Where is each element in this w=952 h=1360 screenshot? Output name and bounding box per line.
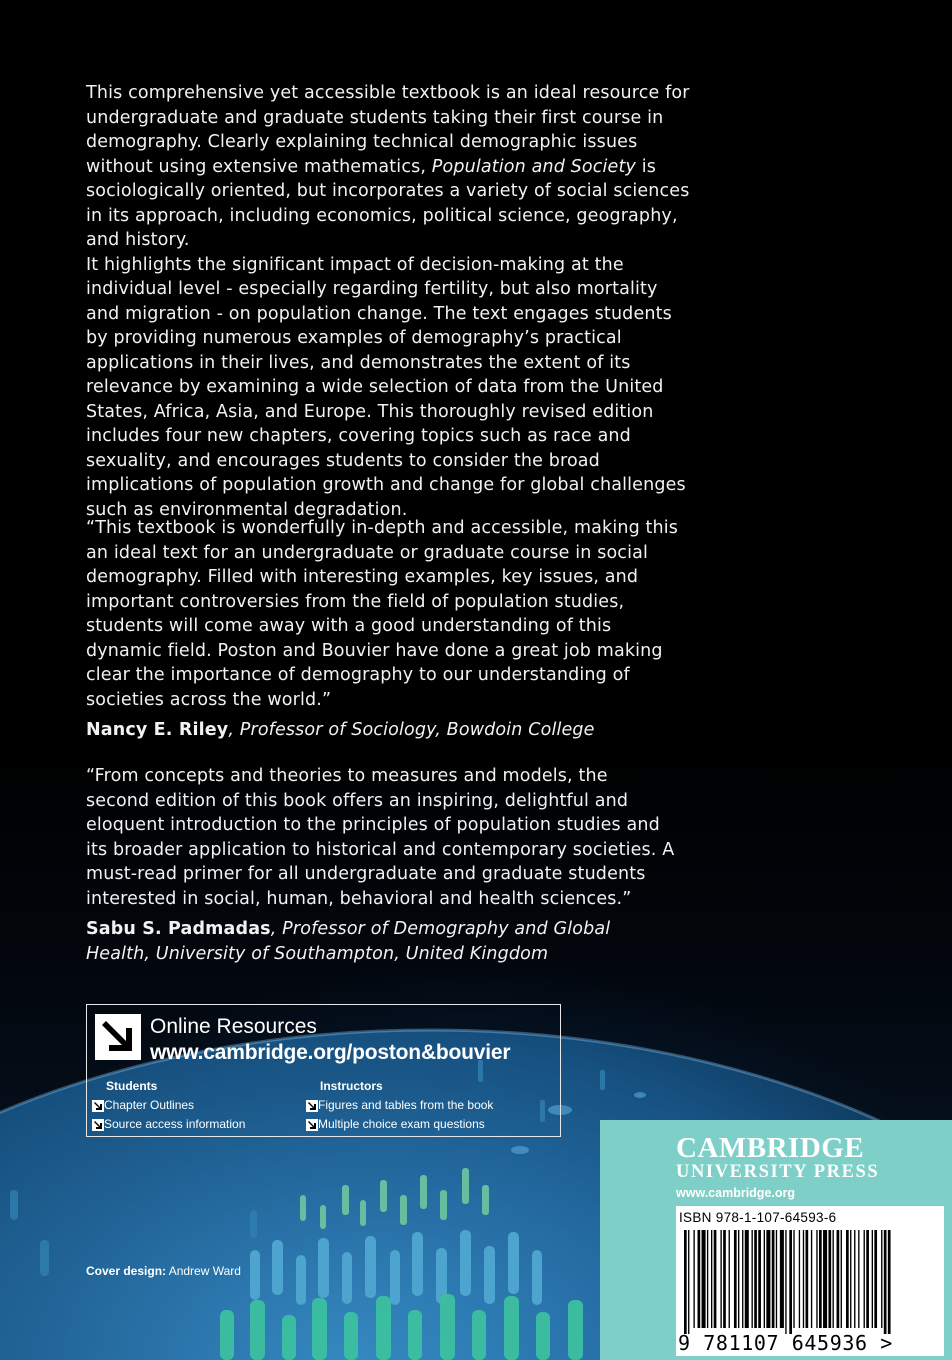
barcode-bar [714,1230,717,1328]
barcode-bar [854,1230,855,1328]
barcode-bar [823,1230,827,1328]
barcode-bar [806,1230,809,1328]
instructors-item: Multiple choice exam questions [318,1117,485,1131]
resources-title: Online Resources [150,1015,317,1038]
resources-url[interactable]: www.cambridge.org/poston&bouvier [150,1041,511,1064]
list-item [306,1115,493,1134]
barcode-bar [841,1230,842,1328]
barcode-bar [799,1230,800,1328]
barcode-bar [711,1230,712,1328]
barcode-bar [872,1230,873,1328]
barcode-bar [785,1230,786,1334]
credit-label: Cover design: [86,1264,167,1278]
barcode-bar [789,1230,792,1334]
publisher-panel [600,1120,952,1360]
barcode-block [676,1206,944,1356]
book-description [86,81,696,522]
quote-attribution [86,917,676,966]
instructors-item: Figures and tables from the book [318,1098,494,1112]
barcode-bar [846,1230,849,1328]
barcode-bar [738,1230,739,1328]
publisher-url[interactable]: www.cambridge.org [676,1186,796,1200]
arrow-down-right-icon [92,1100,104,1112]
barcode-bar [888,1230,891,1334]
endorser-title: , Professor of Sociology, Bowdoin College [228,720,595,740]
students-item: Chapter Outlines [104,1098,195,1112]
students-item: Source access information [104,1117,246,1131]
barcode-bar [811,1230,812,1328]
barcode-bar [707,1230,708,1328]
barcode-bar [803,1230,804,1328]
endorser-name: Sabu S. Padmadas [86,919,271,939]
barcode-bar [693,1230,694,1328]
barcode-bar [858,1230,859,1328]
endorsement-quote [86,516,686,743]
barcode-bar [684,1230,687,1334]
quote-text: “From concepts and theories to measures and models, the second edition of this book offers an inspiring, delightful and eloquent introduction to the principles of population studies and its broader application to historical and contemporary societies. A must-read primer for all undergraduate and graduate students interested in social, human, behavioral and health sciences.” [86,766,675,909]
arrow-down-right-icon [306,1119,318,1131]
barcode-bar [850,1230,851,1328]
endorsement-quote [86,764,676,966]
students-heading: Students [106,1079,158,1093]
barcode-bar [752,1230,753,1328]
barcode-bar [734,1230,737,1328]
arrow-down-right-icon [95,1014,141,1060]
isbn: ISBN 978-1-107-64593-6 [679,1210,837,1225]
book-title: Population and Society [431,156,636,177]
barcode-bar [828,1230,831,1328]
instructors-heading: Instructors [320,1079,383,1093]
endorser-name: Nancy E. Riley [86,720,229,740]
barcode-bar [764,1230,765,1328]
barcode-bar [881,1230,882,1328]
quote-text: “This textbook is wonderfully in-depth and accessible, making this an ideal text for an undergraduate or graduate course in social demography. Filled with interesting examples, key issues, and important controversies from the field of population studies, students will come away with a good understanding of this dynamic field. Poston and Bouvier have done a great job making clear the importance of demography to our understanding of societies across the world.” [86,518,679,710]
barcode-bar [729,1230,730,1328]
barcode-bar [819,1230,822,1328]
quote-attribution [86,718,686,743]
credit-name: Andrew Ward [166,1264,241,1278]
barcode-bar [884,1230,887,1334]
arrow-down-right-icon [92,1119,104,1131]
barcode-bar [723,1230,726,1328]
online-resources-box [86,1004,561,1137]
arrow-down-right-icon [306,1100,318,1112]
cover-credit [86,1264,241,1278]
barcode-bar [742,1230,743,1328]
barcode-bar [816,1230,817,1328]
publisher-logo-line1: CAMBRIDGE [676,1132,865,1164]
list-item [306,1096,493,1115]
barcode-bar [766,1230,770,1328]
students-column [92,1077,245,1134]
list-item [92,1096,245,1115]
barcode-bar [698,1230,701,1328]
barcode-bar [793,1230,794,1328]
blurb-intro: This comprehensive yet accessible textbook is an ideal resource for undergraduate and graduate students taking their first course in demography. Clearly explaining technical demographic issues without using extensive mathematics, [86,83,690,177]
barcode-bar [866,1230,869,1328]
barcode-bar [864,1230,865,1328]
endorser-title: , Professor of Demography and Global Health, University of Southampton, United Kingdom [86,919,611,964]
blurb-intro-end: is sociologically oriented, but incorporates a variety of social sciences in its approach, including economics, political science, geography, and history. [86,156,690,250]
barcode-bar [688,1230,689,1334]
barcode-bar [754,1230,757,1328]
barcode-bar [874,1230,877,1328]
barcode-bar [745,1230,749,1328]
barcode-bar [780,1230,784,1328]
publisher-logo-line2: UNIVERSITY PRESS [676,1162,880,1182]
barcode-bar [837,1230,840,1328]
barcode-bar [720,1230,721,1328]
barcode-bar [772,1230,775,1328]
blurb-body: It highlights the significant impact of decision-making at the individual level - especially regarding fertility, but also mortality and migration - on population change. The text engages students by providing numerous examples of demography’s practical applications in their lives, and demonstrates the extent of its relevance by examining a wide selection of data from the United States, Africa, Asia, and Europe. This thoroughly revised edition includes four new chapters, covering topics such as race and sexuality, and encourages students to consider the broad implications of population growth and change for global challenges such as environmental degradation. [86,254,686,520]
barcode-number: 9 781107 645936 > [678,1331,893,1355]
instructors-column [306,1077,493,1134]
barcode-bar [758,1230,761,1328]
barcode-bar [776,1230,777,1328]
barcode-bar [833,1230,834,1328]
list-item [92,1115,245,1134]
barcode-bar [702,1230,706,1328]
